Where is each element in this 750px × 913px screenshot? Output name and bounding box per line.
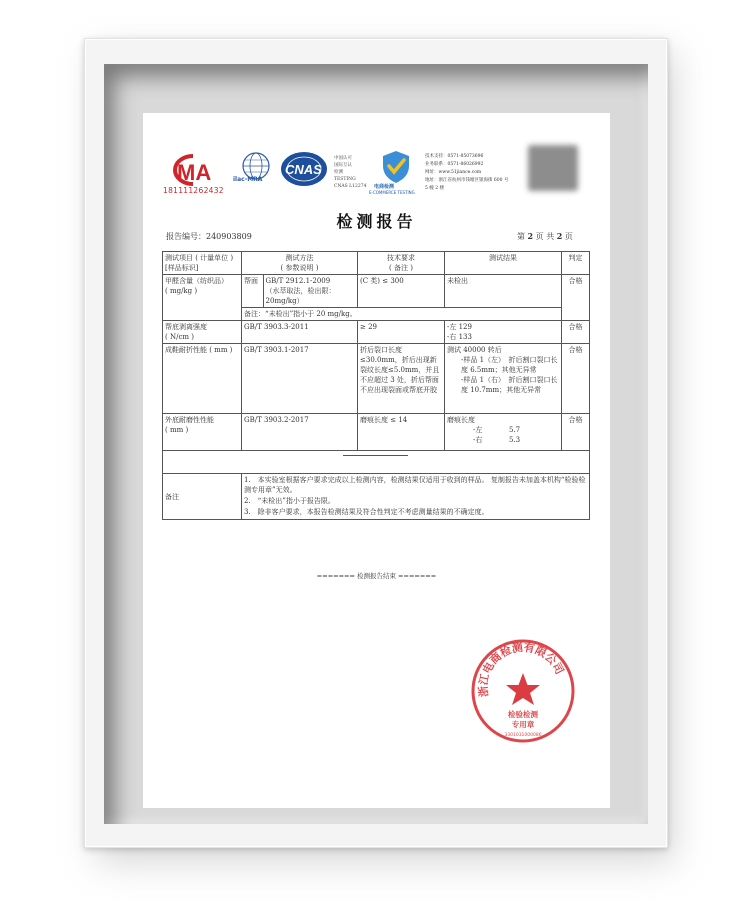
header-cell [358,252,445,275]
req-cell: ≥ 29 [358,321,445,344]
note-line: 2. “未检出”指小于报告限。 [244,497,335,505]
result-right-label: -右 [473,436,483,444]
report-number [166,231,252,242]
item-name: 甲醛含量（纺织品） [165,277,228,285]
header-cell [562,252,590,275]
ec-badge-sub: E-COMMERCE TESTING [369,190,415,195]
contact-line: 技术支持：0571-85073696 [425,154,484,159]
result-line: -样品 1（左） 折后割口裂口长度 6.5mm；其他无异常 [461,356,558,374]
ilac-mra-label: ilac-MRA [233,176,263,183]
method-cell: GB/T 3903.1-2017 [242,344,358,414]
item-name: 帮底剥离强度 [165,323,207,331]
notes-cell [242,474,590,520]
contact-info [425,153,525,193]
result-line: -右 133 [447,333,472,341]
svg-text:检验检测: 检验检测 [508,710,538,719]
req-cell: (C 类) ≤ 300 [358,275,445,308]
result-cell [445,344,562,414]
item-name: 成鞋耐折性能 ( mm ) [165,346,233,354]
report-end-mark: ======= 检测报告结束 ======= [316,572,437,580]
official-seal-stamp [469,637,577,745]
header-judge: 判定 [568,254,583,262]
result-line: -样品 1（右） 折后割口裂口长度 10.7mm；其他无异常 [461,376,558,394]
cnas-info [334,155,374,190]
page-current: 2 [527,231,534,241]
item-cell [163,414,242,451]
page-prefix: 第 [517,232,525,241]
qr-code-blurred [528,145,578,191]
result-line: 测试 40000 转后 [447,346,502,354]
separator-line [343,455,408,456]
cnas-info-line: 中国认可 [334,156,352,161]
judge-cell: 合格 [562,414,590,451]
item-unit: ( N/cm ) [165,333,194,341]
results-table [162,251,590,520]
judge-cell: 合格 [562,275,590,321]
result-left-value: 5.7 [509,426,521,434]
method-cell [242,275,358,308]
header-cell [242,252,358,275]
method-part: 帮面 [242,275,264,307]
item-unit: ( mg/kg ) [165,287,198,295]
shield-check-icon [375,149,417,185]
item-unit: ( mm ) [165,426,189,434]
header-cell [163,252,242,275]
method-cell: GB/T 3903.3-2011 [242,321,358,344]
method-detail [264,275,357,307]
judge-cell: 合格 [562,344,590,414]
svg-text:专用章: 专用章 [511,720,535,729]
item-cell [163,275,242,321]
svg-text:3301031000086: 3301031000086 [504,733,542,738]
method-standard: GB/T 2912.1-2009 [265,277,331,285]
table-row [163,321,590,344]
page-total: 2 [556,231,563,241]
header-method: 测试方法 [285,254,314,262]
judge-cell: 合格 [562,321,590,344]
page-number [517,231,573,242]
result-right-value: 5.3 [509,436,521,444]
contact-line: 5 幢 2 楼 [425,186,445,191]
item-cell [163,344,242,414]
ec-badge-title: 电商检测 [374,184,395,190]
notes-row [163,474,590,520]
page-mid: 页 共 [535,232,555,241]
table-header-row [163,252,590,275]
method-note: （水萃取法，检出限：20mg/kg） [265,287,336,305]
header-req-sub: ( 备注 ) [389,264,413,272]
item-cell [163,321,242,344]
item-name: 外底耐磨性性能 [165,416,214,424]
contact-line: 地址：浙江省杭州市钱塘区银海街 600 号 [425,178,509,183]
method-cell: GB/T 3903.2-2017 [242,414,358,451]
note-line: 1. 本实验室根据客户要求完成以上检测内容，检测结果仅适用于收到的样品。 复制报告未加盖本机构“检验检测专用章”无效。 [244,476,586,494]
result-line: -左 129 [447,323,472,331]
table-blank-row [163,451,590,474]
header-method-sub: ( 参数说明 ) [280,264,319,272]
cnas-info-line: TESTING [334,177,356,182]
header-cell [445,252,562,275]
note-line: 3. 除非客户要求，本报告检测结果及符合性判定不考虑测量结果的不确定度。 [244,508,489,516]
result-line [447,435,559,445]
row-footnote: 备注：“未检出”指小于 20 mg/kg。 [242,308,562,321]
method-subgrid [242,275,357,307]
cnas-info-line: 检测 [334,170,343,175]
report-title: 检测报告 [336,212,417,231]
table-row [163,344,590,414]
table-row [163,275,590,308]
result-left-label: -左 [473,426,483,434]
svg-text:CNAS: CNAS [285,162,322,177]
result-cell [445,414,562,451]
req-cell: 折后裂口长度≤30.0mm，折后出现新裂纹长度≤5.0mm，并且不应超过 3 处，折后帮面不应出现裂面或帮底开胶 [358,344,445,414]
contact-line: 网址：www.51jiance.com [425,170,482,175]
svg-text:MA: MA [177,160,212,185]
cma-number: 181111262432 [163,186,224,195]
report-number-value: 240903809 [206,232,252,241]
contact-line: 业务联系：0571-86026992 [425,162,484,167]
svg-text:浙江电商检测有限公司: 浙江电商检测有限公司 [476,640,567,698]
header-req: 技术要求 [387,254,415,262]
cnas-info-line: CNAS L12274 [334,184,367,189]
header-result: 测试结果 [489,254,517,262]
result-line [447,425,559,435]
header-item: 测试项目 ( 计量单位 ) [165,254,234,262]
page-suffix: 页 [564,232,573,241]
result-title: 磨痕长度 [447,416,475,424]
req-cell: 磨痕长度 ≤ 14 [358,414,445,451]
result-cell [445,321,562,344]
notes-label: 备注 [163,474,242,520]
table-row [163,414,590,451]
blank-cell [163,451,590,474]
report-number-label: 报告编号： [166,232,206,241]
result-cell: 未检出 [445,275,562,308]
cnas-logo-icon [279,150,329,188]
header-item-sub: [样品标识] [165,264,199,272]
cnas-info-line: 国际互认 [334,163,352,168]
report-page [143,113,610,808]
